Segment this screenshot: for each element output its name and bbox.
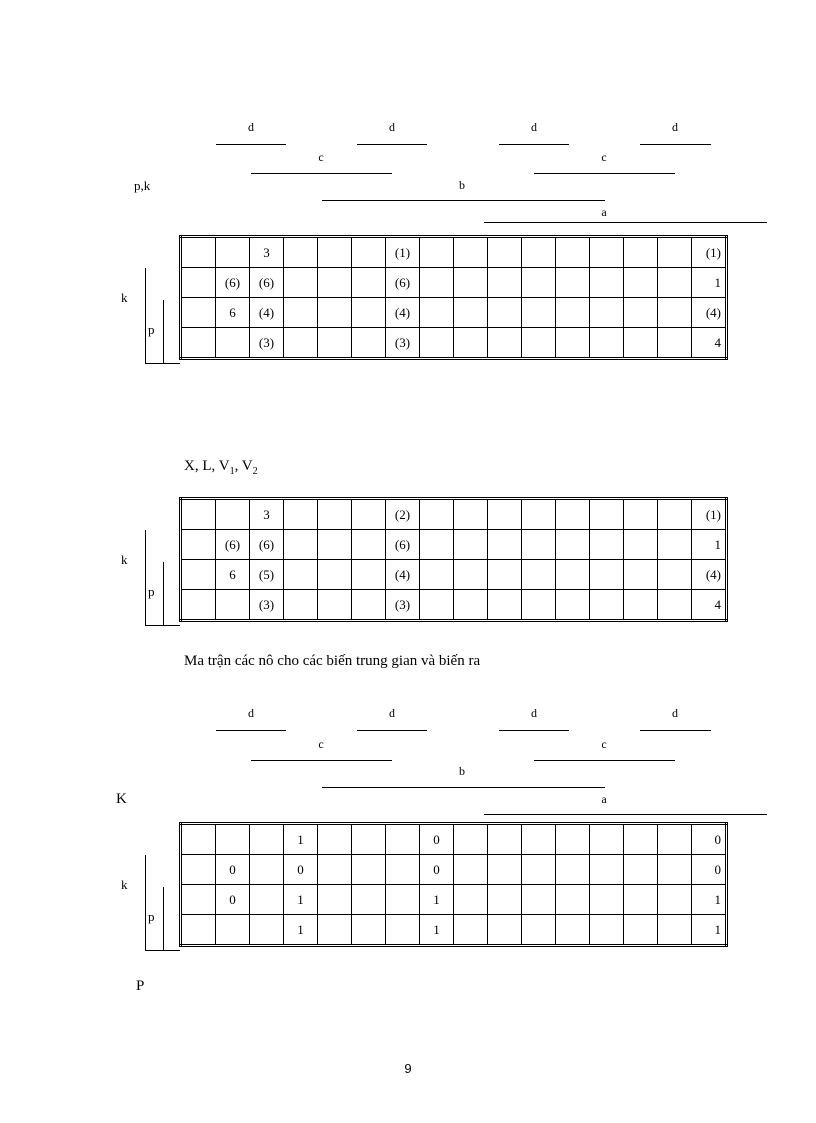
matrix-cell: (1) — [692, 499, 727, 530]
matrix-cell — [216, 237, 250, 268]
matrix-cell — [181, 915, 216, 946]
matrix-cell — [352, 915, 386, 946]
matrix-cell — [386, 855, 420, 885]
label-d: d — [672, 120, 678, 134]
matrix-cell: (6) — [216, 268, 250, 298]
k-bracket-line — [145, 530, 146, 625]
matrix-cell: 6 — [216, 560, 250, 590]
matrix-cell — [318, 915, 352, 946]
bracket-base — [145, 625, 180, 626]
matrix-cell — [352, 237, 386, 268]
matrix-cell — [590, 590, 624, 621]
k-bracket-line — [145, 855, 146, 950]
matrix-cell — [488, 915, 522, 946]
matrix-cell — [216, 499, 250, 530]
matrix-cell: 6 — [216, 298, 250, 328]
matrix-cell — [522, 237, 556, 268]
matrix-cell — [318, 560, 352, 590]
divider — [499, 730, 569, 731]
matrix-cell: 0 — [216, 855, 250, 885]
matrix-row — [181, 824, 727, 855]
matrix-cell — [454, 298, 488, 328]
matrix-cell — [658, 885, 692, 915]
caption-subscript: 1 — [229, 466, 235, 477]
matrix-cell: 1 — [692, 885, 727, 915]
matrix-cell — [352, 328, 386, 359]
matrix-cell — [624, 268, 658, 298]
divider — [251, 760, 392, 761]
matrix-cell — [181, 499, 216, 530]
matrix-cell — [318, 855, 352, 885]
matrix-cell: 1 — [692, 268, 727, 298]
p-bracket-line — [163, 887, 164, 950]
matrix-cell — [590, 499, 624, 530]
matrix-cell — [556, 499, 590, 530]
p-label: p — [148, 909, 155, 924]
matrix-cell — [181, 590, 216, 621]
label-c: c — [318, 737, 324, 751]
divider — [216, 144, 286, 145]
matrix-cell — [454, 855, 488, 885]
divider — [640, 144, 711, 145]
matrix-cell — [658, 560, 692, 590]
matrix-cell — [556, 824, 590, 855]
k-label: k — [121, 552, 128, 567]
matrix-cell — [420, 237, 454, 268]
matrix-cell — [556, 855, 590, 885]
matrix-cell — [181, 298, 216, 328]
matrix-cell: 4 — [692, 328, 727, 359]
matrix-cell — [624, 530, 658, 560]
matrix-cell — [556, 590, 590, 621]
divider — [251, 173, 392, 174]
matrix-cell — [488, 499, 522, 530]
matrix-cell — [352, 885, 386, 915]
matrix-row — [181, 530, 727, 560]
label-d: d — [672, 706, 678, 720]
matrix-cell — [318, 824, 352, 855]
matrix-cell — [488, 560, 522, 590]
matrix-cell — [624, 237, 658, 268]
matrix-cell — [624, 298, 658, 328]
matrix-cell — [454, 328, 488, 359]
matrix-cell — [216, 915, 250, 946]
pk-label: p,k — [134, 178, 151, 193]
matrix-cell — [488, 885, 522, 915]
matrix-cell — [556, 530, 590, 560]
matrix-cell: (5) — [250, 560, 284, 590]
matrix-cell: 0 — [284, 855, 318, 885]
matrix-row — [181, 328, 727, 359]
matrix-cell — [454, 530, 488, 560]
divider — [534, 760, 675, 761]
matrix-cell — [352, 560, 386, 590]
node-matrix-3 — [179, 822, 728, 947]
matrix-cell — [352, 499, 386, 530]
matrix-cell — [318, 590, 352, 621]
label-d: d — [531, 706, 537, 720]
matrix-cell — [454, 560, 488, 590]
matrix-cell: 1 — [420, 885, 454, 915]
p-bracket-line — [163, 300, 164, 363]
matrix-cell — [250, 885, 284, 915]
matrix-cell — [352, 824, 386, 855]
matrix-cell — [658, 298, 692, 328]
matrix-cell — [522, 268, 556, 298]
matrix-cell — [352, 855, 386, 885]
matrix-cell: (6) — [250, 530, 284, 560]
divider — [357, 144, 427, 145]
matrix-cell — [488, 237, 522, 268]
matrix-cell — [590, 268, 624, 298]
matrix-cell: 3 — [250, 237, 284, 268]
matrix-cell — [556, 328, 590, 359]
matrix-row — [181, 915, 727, 946]
matrix-cell — [181, 328, 216, 359]
matrix-cell — [420, 268, 454, 298]
matrix-cell: 0 — [420, 824, 454, 855]
p-label: p — [148, 584, 155, 599]
label-d: d — [389, 120, 395, 134]
matrix-row — [181, 499, 727, 530]
matrix-cell: (4) — [692, 298, 727, 328]
matrix-cell: (4) — [386, 560, 420, 590]
matrix-cell — [488, 590, 522, 621]
matrix-cell — [420, 560, 454, 590]
matrix-cell — [386, 824, 420, 855]
divider — [357, 730, 427, 731]
matrix-cell — [420, 590, 454, 621]
variables-caption — [184, 457, 258, 481]
matrix-row — [181, 560, 727, 590]
caption-part: X, L, V — [184, 458, 230, 474]
matrix-cell: 0 — [420, 855, 454, 885]
matrix-cell: (6) — [216, 530, 250, 560]
matrix-cell — [522, 590, 556, 621]
label-c: c — [601, 150, 607, 164]
matrix-cell — [181, 268, 216, 298]
matrix-cell — [624, 560, 658, 590]
divider — [534, 173, 675, 174]
matrix-cell — [250, 824, 284, 855]
p-bracket-line — [163, 562, 164, 625]
matrix-cell: (6) — [386, 268, 420, 298]
divider — [499, 144, 569, 145]
matrix-cell: 1 — [692, 530, 727, 560]
matrix-cell — [181, 237, 216, 268]
matrix-cell — [284, 530, 318, 560]
matrix-cell — [590, 855, 624, 885]
label-d: d — [389, 706, 395, 720]
matrix-cell: 1 — [420, 915, 454, 946]
matrix-cell — [386, 885, 420, 915]
bracket-base — [145, 363, 180, 364]
matrix-cell — [658, 590, 692, 621]
matrix-cell: 1 — [284, 885, 318, 915]
matrix-cell — [284, 560, 318, 590]
matrix-row — [181, 237, 727, 268]
matrix-cell — [556, 268, 590, 298]
matrix-cell — [318, 237, 352, 268]
k-label: k — [121, 290, 128, 305]
divider — [640, 730, 711, 731]
matrix-cell — [658, 268, 692, 298]
p-label: p — [148, 322, 155, 337]
label-b: b — [459, 178, 465, 192]
k-bracket-line — [145, 268, 146, 363]
big-k-label: K — [116, 791, 127, 807]
matrix-cell: (3) — [386, 590, 420, 621]
matrix-cell — [624, 328, 658, 359]
matrix-cell — [250, 915, 284, 946]
matrix-cell: (6) — [386, 530, 420, 560]
matrix-cell — [352, 298, 386, 328]
matrix-cell — [590, 885, 624, 915]
matrix-cell — [420, 328, 454, 359]
caption-part: , V — [234, 458, 253, 474]
matrix-cell — [318, 530, 352, 560]
label-d: d — [248, 120, 254, 134]
matrix-cell — [284, 268, 318, 298]
matrix-cell: (1) — [692, 237, 727, 268]
label-c: c — [318, 150, 324, 164]
matrix-cell: 0 — [692, 855, 727, 885]
matrix-cell: 1 — [284, 824, 318, 855]
matrix-cell — [488, 530, 522, 560]
matrix-cell: (1) — [386, 237, 420, 268]
matrix-cell — [454, 499, 488, 530]
matrix-cell — [488, 268, 522, 298]
matrix-cell — [522, 855, 556, 885]
matrix-cell — [590, 560, 624, 590]
matrix-cell — [556, 915, 590, 946]
caption-subscript: 2 — [252, 466, 258, 477]
matrix-cell: 1 — [284, 915, 318, 946]
matrix-cell — [556, 237, 590, 268]
label-d: d — [531, 120, 537, 134]
matrix-cell — [420, 298, 454, 328]
matrix-cell — [318, 268, 352, 298]
divider — [484, 814, 767, 815]
matrix-cell — [658, 237, 692, 268]
matrix-cell: 3 — [250, 499, 284, 530]
matrix-row — [181, 298, 727, 328]
matrix-cell — [420, 530, 454, 560]
label-b: b — [459, 764, 465, 778]
matrix-cell — [522, 298, 556, 328]
matrix-cell — [284, 328, 318, 359]
matrix-cell: (2) — [386, 499, 420, 530]
matrix-cell: (3) — [250, 328, 284, 359]
matrix-cell: 0 — [216, 885, 250, 915]
matrix-cell — [522, 915, 556, 946]
matrix-cell — [318, 885, 352, 915]
divider — [216, 730, 286, 731]
matrix-cell — [250, 855, 284, 885]
node-matrix-2 — [179, 497, 728, 622]
matrix-cell — [488, 328, 522, 359]
matrix-cell — [454, 237, 488, 268]
matrix-cell — [386, 915, 420, 946]
matrix-cell — [284, 298, 318, 328]
matrix-cell — [352, 268, 386, 298]
matrix-cell — [318, 298, 352, 328]
page-number: 9 — [404, 1061, 412, 1076]
matrix-cell — [181, 530, 216, 560]
matrix-cell — [488, 824, 522, 855]
matrix-cell: (4) — [386, 298, 420, 328]
matrix-cell — [522, 560, 556, 590]
matrix-cell — [590, 328, 624, 359]
matrix-cell — [522, 499, 556, 530]
matrix-cell — [556, 560, 590, 590]
matrix-cell — [454, 590, 488, 621]
matrix-cell — [624, 824, 658, 855]
matrix-cell — [181, 560, 216, 590]
matrix-cell — [284, 237, 318, 268]
bracket-base — [145, 950, 180, 951]
matrix-cell — [181, 824, 216, 855]
matrix-cell — [590, 915, 624, 946]
matrix-cell — [522, 530, 556, 560]
matrix-cell — [590, 298, 624, 328]
matrix-cell — [522, 824, 556, 855]
matrix-cell — [488, 855, 522, 885]
divider — [484, 222, 767, 223]
label-a: a — [601, 205, 607, 219]
matrix-cell — [624, 885, 658, 915]
matrix-row — [181, 590, 727, 621]
matrix-cell: (4) — [250, 298, 284, 328]
matrix-cell — [318, 328, 352, 359]
matrix-cell — [624, 915, 658, 946]
matrix-cell: 0 — [692, 824, 727, 855]
section-heading: Ma trận các nô cho các biến trung gian và biến ra — [184, 653, 481, 669]
matrix-cell — [284, 590, 318, 621]
matrix-cell — [284, 499, 318, 530]
matrix-cell — [352, 530, 386, 560]
label-a: a — [601, 792, 607, 806]
matrix-cell — [420, 499, 454, 530]
label-c: c — [601, 737, 607, 751]
matrix-cell: 4 — [692, 590, 727, 621]
big-p-label: P — [136, 978, 145, 994]
matrix-cell — [454, 824, 488, 855]
matrix-cell: (4) — [692, 560, 727, 590]
matrix-cell — [658, 824, 692, 855]
matrix-cell: (6) — [250, 268, 284, 298]
matrix-cell — [556, 298, 590, 328]
matrix-cell — [488, 298, 522, 328]
matrix-cell — [624, 855, 658, 885]
matrix-row — [181, 885, 727, 915]
matrix-cell — [556, 885, 590, 915]
divider — [322, 787, 605, 788]
matrix-cell: (3) — [250, 590, 284, 621]
matrix-cell — [181, 885, 216, 915]
divider — [322, 200, 605, 201]
k-label: k — [121, 877, 128, 892]
matrix-cell — [658, 530, 692, 560]
matrix-cell — [590, 530, 624, 560]
matrix-cell — [216, 590, 250, 621]
matrix-cell — [624, 499, 658, 530]
matrix-cell — [454, 268, 488, 298]
matrix-cell — [658, 499, 692, 530]
matrix-cell — [216, 328, 250, 359]
matrix-cell — [181, 855, 216, 885]
matrix-cell — [454, 885, 488, 915]
node-matrix-1 — [179, 235, 728, 360]
label-d: d — [248, 706, 254, 720]
matrix-cell — [624, 590, 658, 621]
matrix-cell — [522, 328, 556, 359]
matrix-row — [181, 268, 727, 298]
matrix-cell — [352, 590, 386, 621]
matrix-cell: (3) — [386, 328, 420, 359]
matrix-cell — [658, 855, 692, 885]
matrix-cell — [318, 499, 352, 530]
matrix-row — [181, 855, 727, 885]
matrix-cell — [658, 915, 692, 946]
matrix-cell: 1 — [692, 915, 727, 946]
matrix-cell — [454, 915, 488, 946]
matrix-cell — [216, 824, 250, 855]
matrix-cell — [658, 328, 692, 359]
matrix-cell — [590, 824, 624, 855]
matrix-cell — [590, 237, 624, 268]
matrix-cell — [522, 885, 556, 915]
